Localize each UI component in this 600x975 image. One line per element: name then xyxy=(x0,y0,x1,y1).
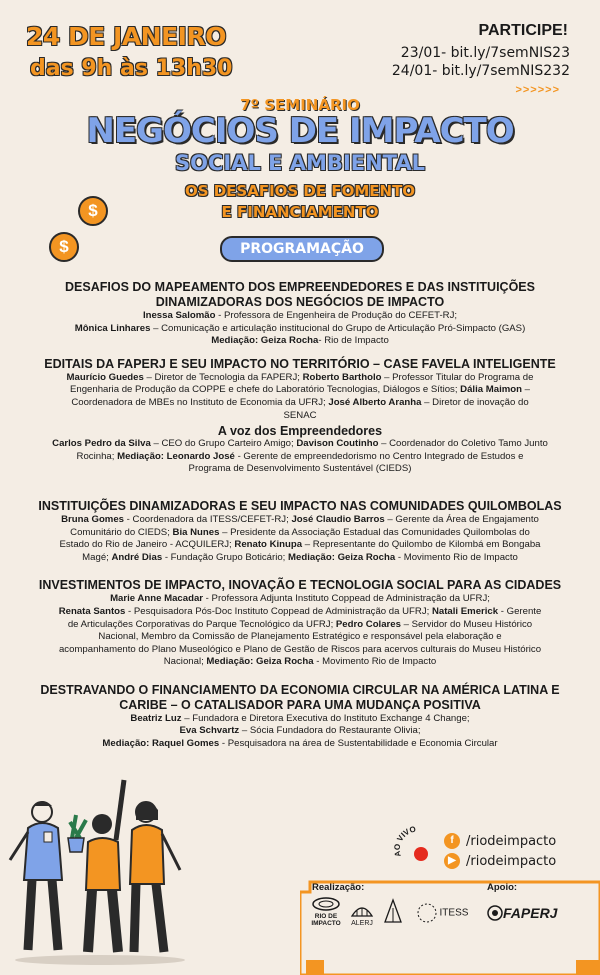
section-title: INSTITUIÇÕES DINAMIZADORAS E SEU IMPACTO NAS COMUNIDADES QUILOMBOLAS xyxy=(38,498,562,513)
live-dot-icon xyxy=(414,847,428,861)
section-editais: EDITAIS DA FAPERJ E SEU IMPACTO NO TERRITÓRIO – CASE FAVELA INTELIGENTE Maurício Guedes – Diretor de Tecnologia da FAPERJ; Roberto Bartholo – Professor Titular do Programa de Engenharia de Produção da COPPE e chefe do Laboratório Tecnologias, Diálogos e Sítios; Dália Maimon – Coordenadora de MBEs no Instituto de Economia da UFRJ; José Alberto Aranha – Diretor de inovação do SENAC A voz dos Empreendedores Carlos Pedro da Silva – CEO do Grupo Carteiro Amigo; Davison Coutinho – Coordenador do Coletivo Tamo Junto Rocinha; Mediação: Leonardo José - Gerente de empreendedorismo no Centro Integrado de Estudos e Programa de Desenvolvimento Sustentável (CIEDS) xyxy=(14,357,586,476)
dollar-coin-icon: $ xyxy=(49,232,79,262)
section-title: CARIBE – O CATALISADOR PARA UMA MUDANÇA POSITIVA xyxy=(119,697,481,712)
people-illustration xyxy=(0,760,210,975)
svg-text:AO VIVO xyxy=(393,826,417,858)
program-content xyxy=(14,280,586,751)
youtube-icon: ▶ xyxy=(444,853,460,869)
section-title: EDITAIS DA FAPERJ E SEU IMPACTO NO TERRITÓRIO – CASE FAVELA INTELIGENTE xyxy=(44,356,556,371)
event-date: 24 DE JANEIRO xyxy=(26,22,226,51)
theme-line-2: E FINANCIAMENTO xyxy=(221,203,379,221)
facebook-icon: f xyxy=(444,833,460,849)
section-mapeamento: DESAFIOS DO MAPEAMENTO DOS EMPREENDEDORES E DAS INSTITUIÇÕES DINAMIZADORAS DOS NEGÓCIOS DE IMPACTO Inessa Salomão - Professora de Engenheira de Produção do CEFET-RJ; Mônica Linhares – Comunicação e articulação institucional do Grupo de Articulação Pró-Simpacto (GAS) Mediação: Geiza Rocha- Rio de Impacto xyxy=(14,280,586,348)
registration-link-day2[interactable]: 24/01- bit.ly/7semNIS232 xyxy=(391,63,570,79)
registration-link-day1[interactable]: 23/01- bit.ly/7semNIS23 xyxy=(400,45,570,61)
section-quilombolas: INSTITUIÇÕES DINAMIZADORAS E SEU IMPACTO NAS COMUNIDADES QUILOMBOLAS Bruna Gomes - Coordenadora da ITESS/CEFET-RJ; José Claudio Barros – Gerente da Área de Engajamento Comunitário do CIEDS; Bia Nunes – Presidente da Associação Estadual das Comunidades Quilombolas do Estado do Rio de Janeiro - ACQUILERJ; Renato Kinupa – Representante do Quilombo de Kilombá em Bongaba Magé; André Dias - Fundação Grupo Boticário; Mediação: Geiza Rocha - Movimento Rio de Impacto xyxy=(14,499,586,564)
arrows-decoration: >>>>>> xyxy=(515,84,560,96)
participe-heading: PARTICIPE! xyxy=(478,22,568,39)
facebook-link[interactable]: f /riodeimpacto xyxy=(444,831,556,851)
live-badge xyxy=(393,826,441,874)
section-economia-circular: DESTRAVANDO O FINANCIAMENTO DA ECONOMIA CIRCULAR NA AMÉRICA LATINA E CARIBE – O CATALISADOR PARA UMA MUDANÇA POSITIVA Beatriz Luz – Fundadora e Diretora Executiva do Instituto Exchange 4 Change; Eva Schvartz – Sócia Fundadora do Restaurante Olivia; Mediação: Raquel Gomes - Pesquisadora na área de Sustentabilidade e Economia Circular xyxy=(14,683,586,751)
program-badge: PROGRAMAÇÃO xyxy=(220,236,384,262)
realizacao-label: Realização: xyxy=(312,882,365,893)
ao-vivo-label: AO VIVO xyxy=(393,826,417,858)
alerj-logo: ALERJ xyxy=(349,900,375,927)
faperj-emblem-icon xyxy=(486,904,504,922)
seminar-number: 7º SEMINÁRIO xyxy=(240,96,360,114)
cefet-logo xyxy=(381,898,405,926)
section-title: DESAFIOS DO MAPEAMENTO DOS EMPREENDEDORES E DAS INSTITUIÇÕES xyxy=(65,280,535,294)
faperj-logo: FAPERJ xyxy=(503,905,558,921)
apoio-label: Apoio: xyxy=(487,882,518,893)
speaker-name: Inessa Salomão xyxy=(142,310,216,321)
section-title: DINAMIZADORAS DOS NEGÓCIOS DE IMPACTO xyxy=(155,295,445,309)
section-title: DESTRAVANDO O FINANCIAMENTO DA ECONOMIA CIRCULAR NA AMÉRICA LATINA E xyxy=(40,682,560,697)
section-investimentos: INVESTIMENTOS DE IMPACTO, INOVAÇÃO E TECNOLOGIA SOCIAL PARA AS CIDADES Marie Anne Macadar - Professora Adjunta Instituto Coppead de Administração da UFRJ; Renata Santos - Pesquisadora Pós-Doc Instituto Coppead de Administração da UFRJ; Natali Emerick - Gerente de Articulações Corporativas do Parque Tecnológico da UFRJ; Pedro Colares – Servidor do Museu Histórico Nacional, Membro da Comissão de Planejamento Estratégico e responsável pela elaboração e acompanhamento do Plano Museológico e Plano de Gestão de Riscos para acervos culturais do Museu Histórico Nacional; Mediação: Geiza Rocha - Movimento Rio de Impacto xyxy=(14,578,586,669)
youtube-link[interactable]: ▶ /riodeimpacto xyxy=(444,851,556,871)
theme-line-1: OS DESAFIOS DE FOMENTO xyxy=(184,182,416,200)
speaker-name: Mônica Linhares xyxy=(74,322,151,334)
event-time: das 9h às 13h30 xyxy=(30,56,233,81)
voice-title: A voz dos Empreendedores xyxy=(217,424,383,439)
main-title: NEGÓCIOS DE IMPACTO xyxy=(86,111,514,151)
rio-de-impacto-logo: RIO DE IMPACTO xyxy=(311,897,341,927)
dollar-coin-icon: $ xyxy=(78,196,108,226)
sub-title: SOCIAL E AMBIENTAL xyxy=(174,151,426,175)
section-title: INVESTIMENTOS DE IMPACTO, INOVAÇÃO E TECNOLOGIA SOCIAL PARA AS CIDADES xyxy=(38,578,562,593)
itess-logo: ITESS xyxy=(410,902,474,924)
moderator-name: Mediação: Geiza Rocha xyxy=(211,335,319,347)
